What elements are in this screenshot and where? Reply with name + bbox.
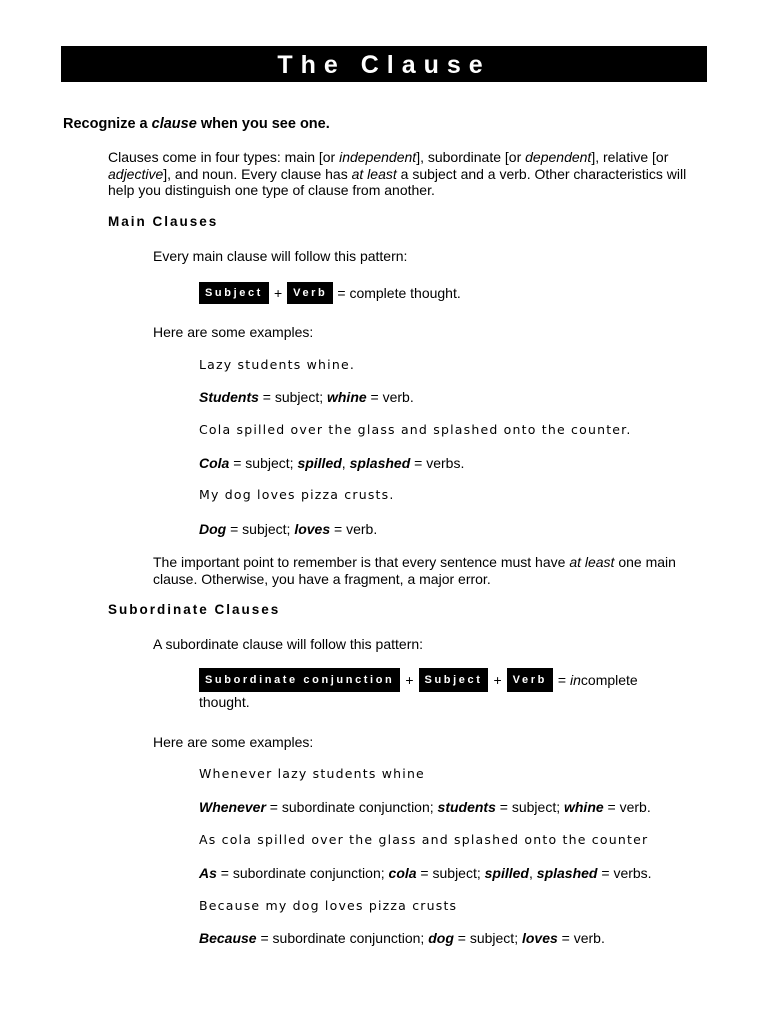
- analysis-term: As: [199, 865, 217, 881]
- analysis-term: cola: [388, 865, 417, 881]
- example-sentence: Lazy students whine.: [199, 357, 356, 372]
- example-sentence: As cola spilled over the glass and splashed onto the counter: [199, 832, 649, 847]
- analysis-term: Because: [199, 930, 257, 946]
- pattern-result: [553, 672, 638, 688]
- main-examples-intro: Here are some examples:: [153, 324, 314, 340]
- plus-sign: +: [405, 671, 414, 688]
- analysis-text: ,: [341, 455, 350, 471]
- analysis-term: Whenever: [199, 799, 266, 815]
- lead-text-end: when you see one.: [196, 116, 330, 132]
- analysis-text: = subject;: [495, 799, 564, 815]
- subordinate-conjunction-box: Subordinate conjunction: [199, 668, 400, 692]
- main-clauses-heading: Main Clauses: [108, 214, 219, 229]
- analysis-text: = subordinate conjunction;: [256, 930, 429, 946]
- analysis-term: loves: [294, 521, 331, 537]
- analysis-text: = verb.: [330, 521, 378, 537]
- intro-text: a subject and a verb. Other characteristics will: [396, 165, 687, 182]
- example-sentence: Whenever lazy students whine: [199, 766, 425, 781]
- intro-text: help you distinguish one type of clause from another.: [108, 182, 435, 198]
- pattern-eq: =: [557, 671, 570, 688]
- analysis-term: whine: [563, 799, 604, 815]
- example-analysis: [199, 389, 414, 406]
- example-sentence: Cola spilled over the glass and splashed onto the counter.: [199, 422, 632, 437]
- note-emphasis: at least: [569, 554, 615, 570]
- subordinate-clauses-heading: Subordinate Clauses: [108, 602, 281, 617]
- pattern-emphasis: in: [570, 671, 581, 688]
- intro-text: ], relative [or: [591, 149, 669, 165]
- intro-emphasis: adjective: [108, 165, 164, 182]
- page-title: The Clause: [277, 51, 491, 79]
- analysis-text: = subject;: [226, 521, 295, 537]
- intro-paragraph: [108, 149, 708, 199]
- example-sentence: My dog loves pizza crusts.: [199, 487, 395, 502]
- example-analysis: [199, 455, 464, 472]
- analysis-term: students: [437, 799, 496, 815]
- intro-text: ], and noun. Every clause has: [163, 165, 352, 182]
- subject-box: Subject: [199, 282, 269, 304]
- analysis-term: splashed: [349, 455, 411, 471]
- note-text: The important point to remember is that every sentence must have: [153, 554, 570, 570]
- page-title-banner: [61, 46, 707, 82]
- example-analysis: [199, 865, 652, 882]
- analysis-term: spilled: [297, 455, 342, 471]
- analysis-text: = verbs.: [597, 865, 652, 881]
- analysis-text: = subject;: [258, 389, 327, 405]
- analysis-term: whine: [326, 389, 367, 405]
- intro-text: Clauses come in four types: main [or: [108, 149, 340, 165]
- pattern-result-line2: thought.: [199, 694, 250, 710]
- analysis-term: dog: [428, 930, 454, 946]
- intro-emphasis: at least: [351, 165, 397, 182]
- analysis-text: = subject;: [229, 455, 298, 471]
- analysis-text: = subject;: [416, 865, 485, 881]
- example-sentence: Because my dog loves pizza crusts: [199, 898, 458, 913]
- analysis-term: Dog: [199, 521, 227, 537]
- intro-emphasis: dependent: [525, 149, 592, 165]
- analysis-term: loves: [521, 930, 558, 946]
- lead-heading: [63, 116, 330, 132]
- sub-pattern-intro: A subordinate clause will follow this pattern:: [153, 636, 424, 652]
- subject-box: Subject: [419, 668, 489, 692]
- intro-text: ], subordinate [or: [416, 149, 526, 165]
- analysis-text: ,: [529, 865, 537, 881]
- lead-emphasis: clause: [151, 116, 197, 132]
- analysis-text: = verb.: [366, 389, 414, 405]
- pattern-rest: complete: [580, 671, 638, 688]
- main-note: [153, 554, 693, 587]
- example-analysis: [199, 521, 377, 538]
- analysis-term: Students: [199, 389, 259, 405]
- analysis-text: = subordinate conjunction;: [265, 799, 438, 815]
- plus-sign: +: [273, 284, 283, 301]
- analysis-text: = subject;: [453, 930, 522, 946]
- lead-text: Recognize a: [63, 116, 152, 132]
- main-pattern: [199, 282, 461, 304]
- analysis-text: = verbs.: [410, 455, 465, 471]
- example-analysis: [199, 799, 651, 816]
- verb-box: Verb: [287, 282, 333, 304]
- intro-emphasis: independent: [339, 149, 417, 165]
- main-pattern-intro: Every main clause will follow this pattern:: [153, 248, 408, 264]
- analysis-text: = subordinate conjunction;: [216, 865, 389, 881]
- analysis-term: Cola: [199, 455, 230, 471]
- note-text: clause. Otherwise, you have a fragment, a major error.: [153, 570, 491, 587]
- analysis-term: splashed: [536, 865, 598, 881]
- example-analysis: [199, 930, 605, 947]
- analysis-text: = verb.: [603, 799, 651, 815]
- sub-examples-intro: Here are some examples:: [153, 734, 314, 750]
- verb-box: Verb: [507, 668, 553, 692]
- analysis-text: = verb.: [557, 930, 605, 946]
- plus-sign: +: [493, 671, 502, 688]
- analysis-term: spilled: [484, 865, 529, 881]
- pattern-result: = complete thought.: [337, 284, 461, 301]
- note-text: one main: [614, 554, 676, 570]
- sub-pattern: [199, 668, 709, 711]
